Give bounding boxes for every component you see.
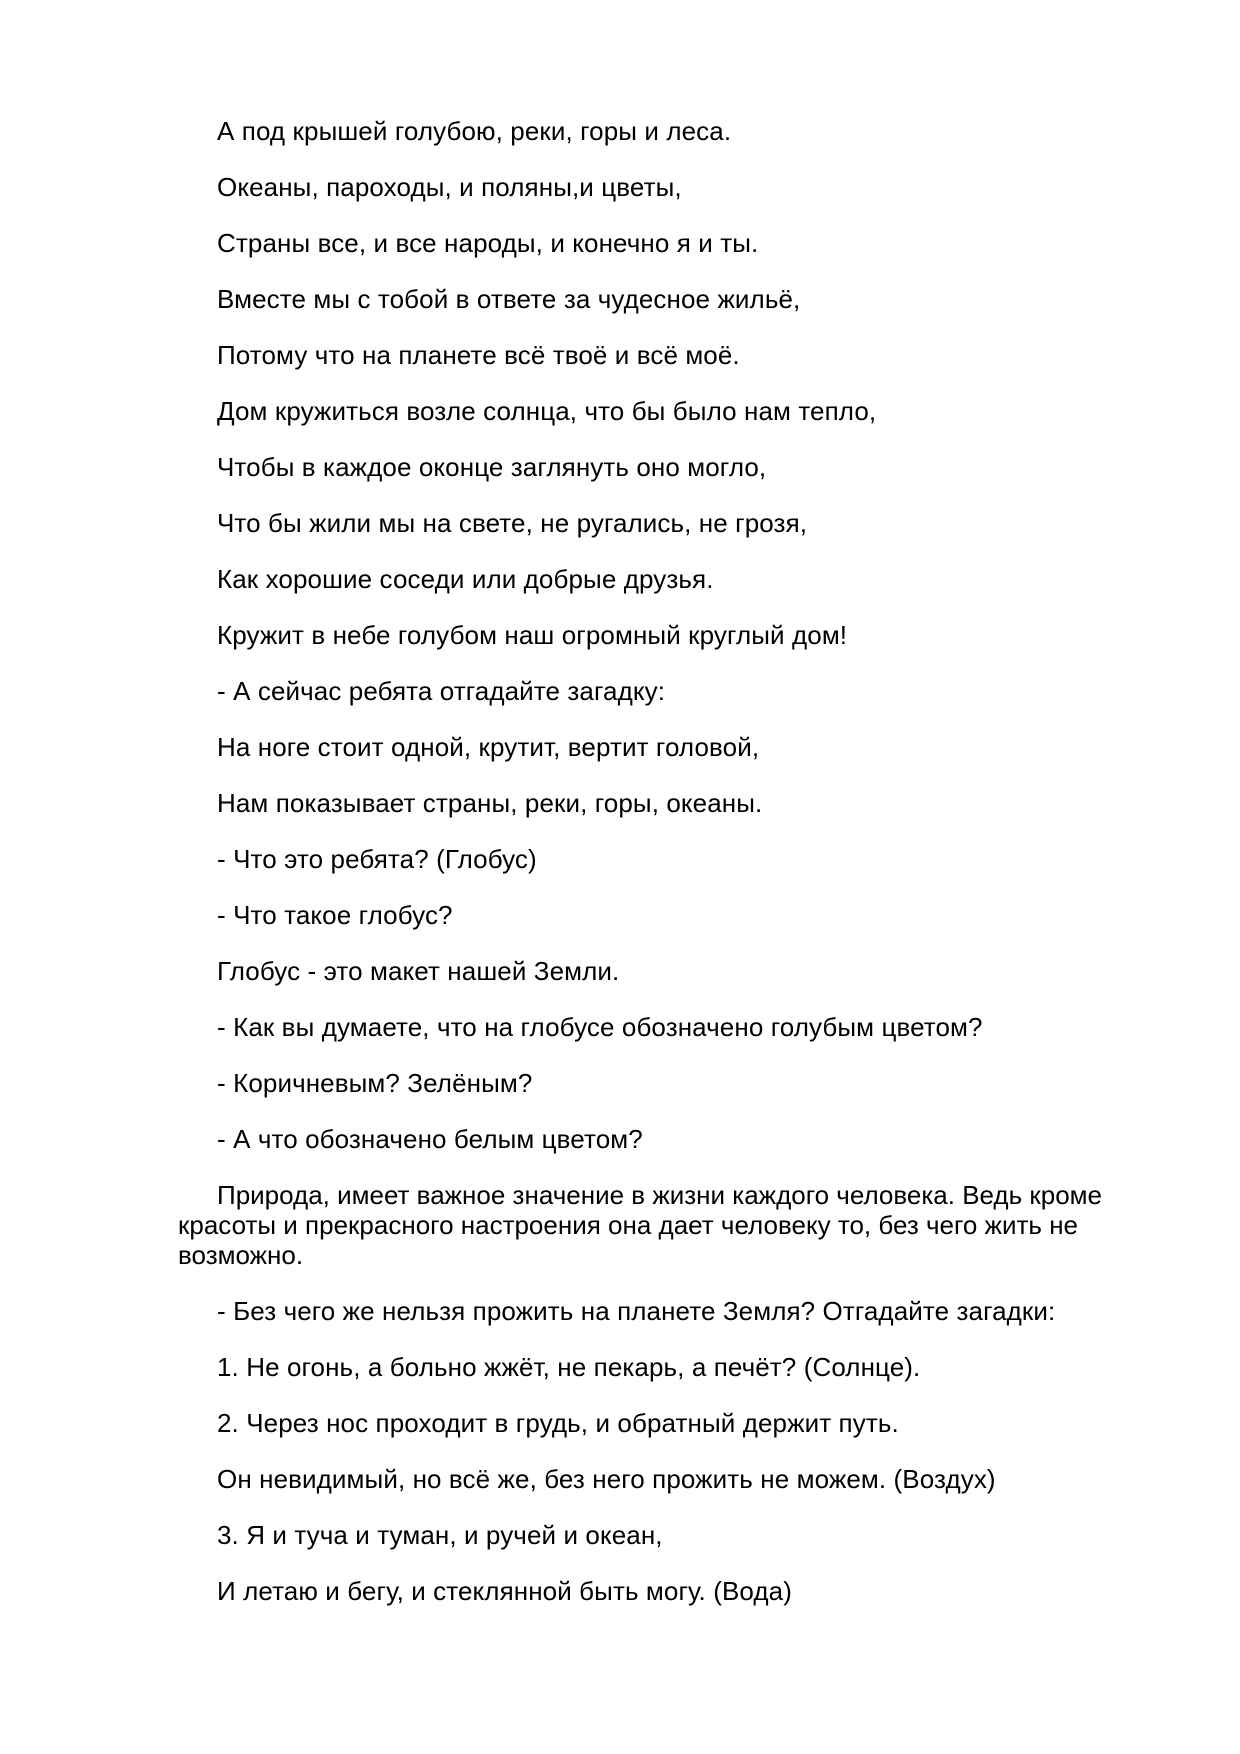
text-line: - А сейчас ребята отгадайте загадку: <box>217 676 666 706</box>
text-line: Потому что на планете всё твоё и всё моё. <box>217 340 740 370</box>
document-body <box>178 116 1138 1632</box>
text-line: 3. Я и туча и туман, и ручей и океан, <box>217 1520 663 1550</box>
text-line: Что бы жили мы на свете, не ругались, не грозя, <box>217 508 808 538</box>
text-line: На ноге стоит одной, крутит, вертит головой, <box>217 732 760 762</box>
text-line: Океаны, пароходы, и поляны,и цветы, <box>217 172 682 202</box>
text-line: А под крышей голубою, реки, горы и леса. <box>217 116 732 146</box>
text-line: - Без чего же нельзя прожить на планете Земля? Отгадайте загадки: <box>217 1296 1056 1326</box>
text-line: Чтобы в каждое оконце заглянуть оно могло, <box>217 452 767 482</box>
text-line: И летаю и бегу, и стеклянной быть могу. (Вода) <box>217 1576 792 1606</box>
text-line: 2. Через нос проходит в грудь, и обратный держит путь. <box>217 1408 899 1438</box>
text-line: 1. Не огонь, а больно жжёт, не пекарь, а печёт? (Солнце). <box>217 1352 921 1382</box>
text-line: Как хорошие соседи или добрые друзья. <box>217 564 714 594</box>
text-line: - А что обозначено белым цветом? <box>217 1124 643 1154</box>
text-line: - Что такое глобус? <box>217 900 453 930</box>
text-line: - Что это ребята? (Глобус) <box>217 844 537 874</box>
text-line: Страны все, и все народы, и конечно я и ты. <box>217 228 759 258</box>
text-line: - Как вы думаете, что на глобусе обозначено голубым цветом? <box>217 1012 983 1042</box>
text-line: Он невидимый, но всё же, без него прожить не можем. (Воздух) <box>217 1464 996 1494</box>
text-line: Глобус - это макет нашей Земли. <box>217 956 620 986</box>
text-line: Кружит в небе голубом наш огромный круглый дом! <box>217 620 848 650</box>
text-line: Вместе мы с тобой в ответе за чудесное жильё, <box>217 284 801 314</box>
text-paragraph: Природа, имеет важное значение в жизни каждого человека. Ведь кроме красоты и прекрасного настроения она дает человеку то, без чего жить не возможно. <box>178 1180 1103 1270</box>
text-line: - Коричневым? Зелёным? <box>217 1068 533 1098</box>
text-line: Нам показывает страны, реки, горы, океаны. <box>217 788 763 818</box>
text-line: Дом кружиться возле солнца, что бы было нам тепло, <box>217 396 877 426</box>
